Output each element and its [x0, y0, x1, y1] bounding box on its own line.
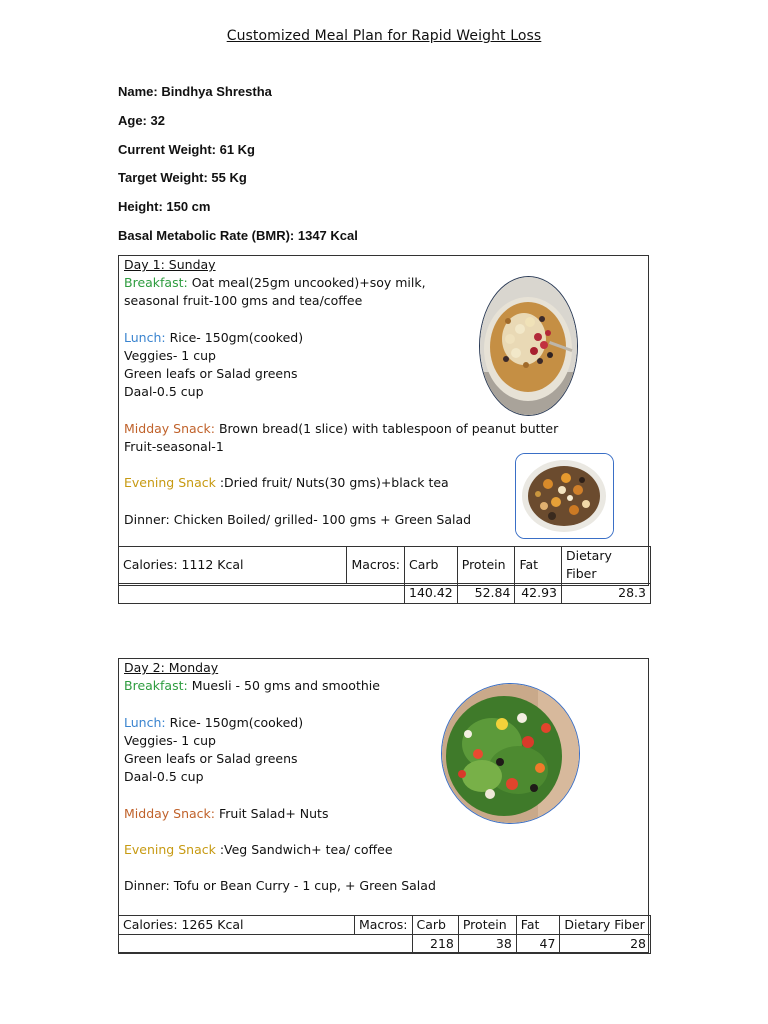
breakfast-text: Oat meal(25gm uncooked)+soy milk, [187, 275, 426, 291]
macro-header-carb: Carb [405, 547, 458, 584]
day-2-lunch [124, 714, 436, 732]
day-1-lunch-4: Daal-0.5 cup [124, 384, 204, 400]
macro-header-fiber: Dietary Fiber [560, 916, 651, 935]
evening-text: :Dried fruit/ Nuts(30 gms)+black tea [215, 475, 449, 491]
day-2-lunch-3: Green leafs or Salad greens [124, 751, 298, 766]
day-1-card [118, 255, 649, 601]
oatmeal-bowl-photo [479, 276, 578, 416]
day-1-breakfast [124, 274, 558, 292]
macro-value-carb: 140.42 [405, 584, 458, 603]
day-2-lunch-2: Veggies- 1 cup [124, 732, 216, 748]
lunch-text: Rice- 150gm(cooked) [165, 329, 304, 345]
macro-header-fiber: Dietary Fiber [561, 547, 650, 584]
macro-value-protein: 38 [458, 935, 516, 954]
macro-value-fiber: 28.3 [561, 584, 650, 603]
day-2-breakfast [124, 677, 436, 695]
evening-label: Evening Snack [124, 841, 216, 857]
macro-header-carb: Carb [412, 916, 458, 935]
day-2-lunch-4: Daal-0.5 cup [124, 769, 204, 785]
macro-header-fat: Fat [515, 547, 562, 584]
evening-text: :Veg Sandwich+ tea/ coffee [215, 841, 393, 857]
day-1-lunch-3: Green leafs or Salad greens [124, 366, 298, 382]
profile-target-weight: Target Weight: 55 Kg [118, 170, 247, 185]
day-1-breakfast-2: seasonal fruit-100 gms and tea/coffee [124, 293, 363, 309]
day-2-macros-label: Macros: [354, 916, 412, 935]
day-2-midday [124, 805, 436, 823]
day-1-midday [124, 420, 558, 438]
day-1-calories: Calories: 1112 Kcal [119, 547, 347, 584]
macro-value-fiber: 28 [560, 935, 651, 954]
document-title: Customized Meal Plan for Rapid Weight Loss [226, 28, 542, 44]
macro-header-protein: Protein [457, 547, 515, 584]
day-1-lunch-2: Veggies- 1 cup [124, 348, 216, 363]
macro-value-fat: 47 [516, 935, 560, 954]
macro-header-protein: Protein [458, 916, 516, 935]
lunch-label: Lunch: [124, 714, 166, 730]
breakfast-text: Muesli - 50 gms and smoothie [187, 678, 380, 694]
day-1-evening [124, 474, 558, 492]
day-2-evening [124, 841, 436, 859]
dried-fruit-nuts-photo [515, 453, 614, 539]
day-2-macros-table [118, 915, 651, 954]
day-2-text [124, 659, 436, 896]
table-row [119, 916, 651, 935]
day-1-macros-label: Macros: [347, 547, 405, 584]
day-2-title: Day 2: Monday [124, 660, 219, 675]
day-1-dinner: Dinner: Chicken Boiled/ grilled- 100 gms + Green Salad [124, 511, 472, 527]
salad-photo [441, 683, 580, 824]
breakfast-label: Breakfast: [124, 678, 188, 694]
profile-age: Age: 32 [118, 113, 165, 128]
breakfast-label: Breakfast: [124, 275, 188, 291]
midday-label: Midday Snack: [124, 420, 215, 436]
profile-current-weight: Current Weight: 61 Kg [118, 142, 255, 157]
day-2-card [118, 658, 649, 953]
lunch-text: Rice- 150gm(cooked) [165, 714, 304, 730]
table-row [119, 584, 651, 603]
macro-value-fat: 42.93 [515, 584, 562, 603]
day-2-dinner: Dinner: Tofu or Bean Curry - 1 cup, + Green Salad [124, 878, 436, 894]
midday-text: Brown bread(1 slice) with tablespoon of peanut butter [215, 420, 559, 436]
table-row [119, 935, 651, 954]
profile-height: Height: 150 cm [118, 199, 211, 214]
day-1-midday-2: Fruit-seasonal-1 [124, 439, 224, 454]
day-2-calories: Calories: 1265 Kcal [119, 916, 355, 935]
macro-value-carb: 218 [412, 935, 458, 954]
midday-label: Midday Snack: [124, 805, 215, 821]
evening-label: Evening Snack [124, 475, 216, 491]
macro-value-protein: 52.84 [457, 584, 515, 603]
table-cell-empty [119, 584, 405, 603]
midday-text: Fruit Salad+ Nuts [215, 805, 329, 821]
table-row [119, 547, 651, 584]
day-1-macros-table [118, 546, 651, 604]
table-cell-empty [119, 935, 413, 954]
lunch-label: Lunch: [124, 329, 166, 345]
macro-header-fat: Fat [516, 916, 560, 935]
profile-bmr: Basal Metabolic Rate (BMR): 1347 Kcal [118, 228, 358, 243]
profile-name: Name: Bindhya Shrestha [118, 84, 272, 99]
day-1-title: Day 1: Sunday [124, 257, 216, 272]
